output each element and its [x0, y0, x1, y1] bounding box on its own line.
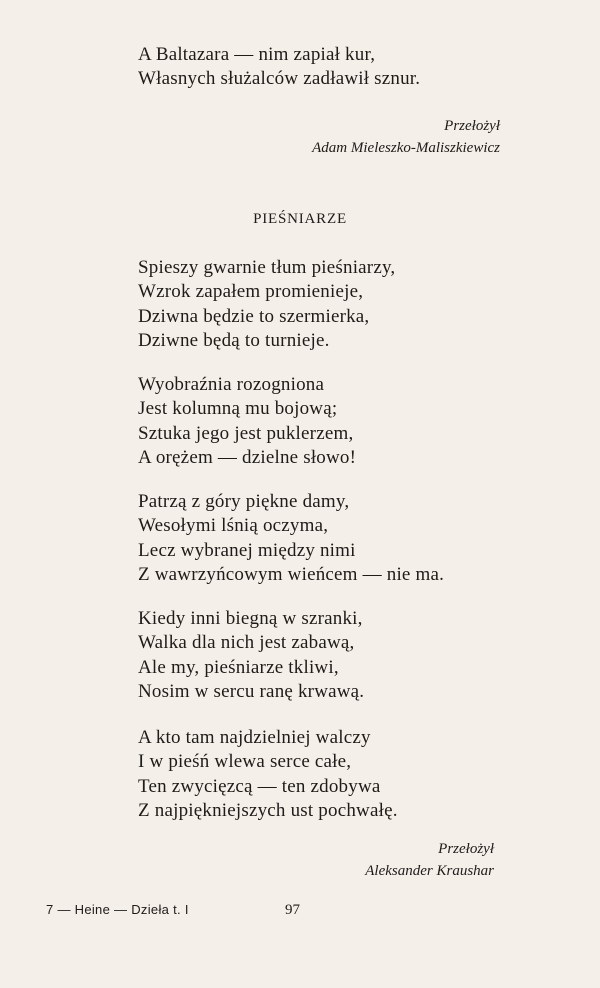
poem-title: PIEŚNIARZE — [253, 211, 347, 227]
translator-name: Aleksander Kraushar — [365, 863, 494, 879]
poem-line: Jest kolumną mu bojową; — [138, 398, 338, 420]
poem-line: Własnych służalców zadławił sznur. — [138, 68, 421, 90]
poem-line: Ale my, pieśniarze tkliwi, — [138, 656, 339, 678]
prev-translator-credit — [312, 115, 500, 159]
poem-line: Wesołymi lśnią oczyma, — [138, 515, 329, 537]
stanza-2 — [138, 373, 356, 471]
poem-line: I w pieśń wlewa serce całe, — [138, 751, 352, 773]
translator-credit — [365, 838, 494, 882]
poem-line: A orężem — dzielne słowo! — [138, 447, 357, 469]
poem-line: Walka dla nich jest zabawą, — [138, 632, 355, 654]
poem-line: A kto tam najdzielniej walczy — [138, 727, 371, 748]
poem-line: Z wawrzyńcowym wieńcem — nie ma. — [138, 564, 445, 586]
poem-line: Lecz wybranej między nimi — [138, 539, 356, 561]
poem-line: Wyobraźnia rozogniona — [138, 374, 325, 395]
translator-name: Adam Mieleszko-Maliszkiewicz — [312, 140, 500, 156]
stanza-5 — [138, 726, 398, 824]
printer-signature: 7 — Heine — Dzieła t. I — [46, 902, 189, 917]
poem-line: Dziwne będą to turnieje. — [138, 330, 330, 352]
poem-line: Spieszy gwarnie tłum pieśniarzy, — [138, 257, 396, 278]
poem-line: Z najpiękniejszych ust pochwałę. — [138, 800, 398, 822]
poem-line: A Baltazara — nim zapiał kur, — [138, 44, 376, 65]
poem-line: Patrzą z góry piękne damy, — [138, 491, 350, 512]
poem-line: Ten zwycięzcą — ten zdobywa — [138, 775, 381, 797]
page-number: 97 — [285, 902, 300, 918]
prev-poem-ending — [138, 43, 420, 92]
poem-line: Kiedy inni biegną w szranki, — [138, 608, 363, 629]
stanza-1 — [138, 256, 395, 354]
poem-line: Nosim w sercu ranę krwawą. — [138, 681, 365, 703]
translator-label: Przełożył — [444, 118, 500, 134]
stanza-3 — [138, 490, 444, 588]
translator-label: Przełożył — [438, 841, 494, 857]
stanza-4 — [138, 607, 364, 705]
poem-line: Sztuka jego jest puklerzem, — [138, 422, 354, 444]
poem-line: Wzrok zapałem promienieje, — [138, 281, 364, 303]
poem-line: Dziwna będzie to szermierka, — [138, 305, 370, 327]
